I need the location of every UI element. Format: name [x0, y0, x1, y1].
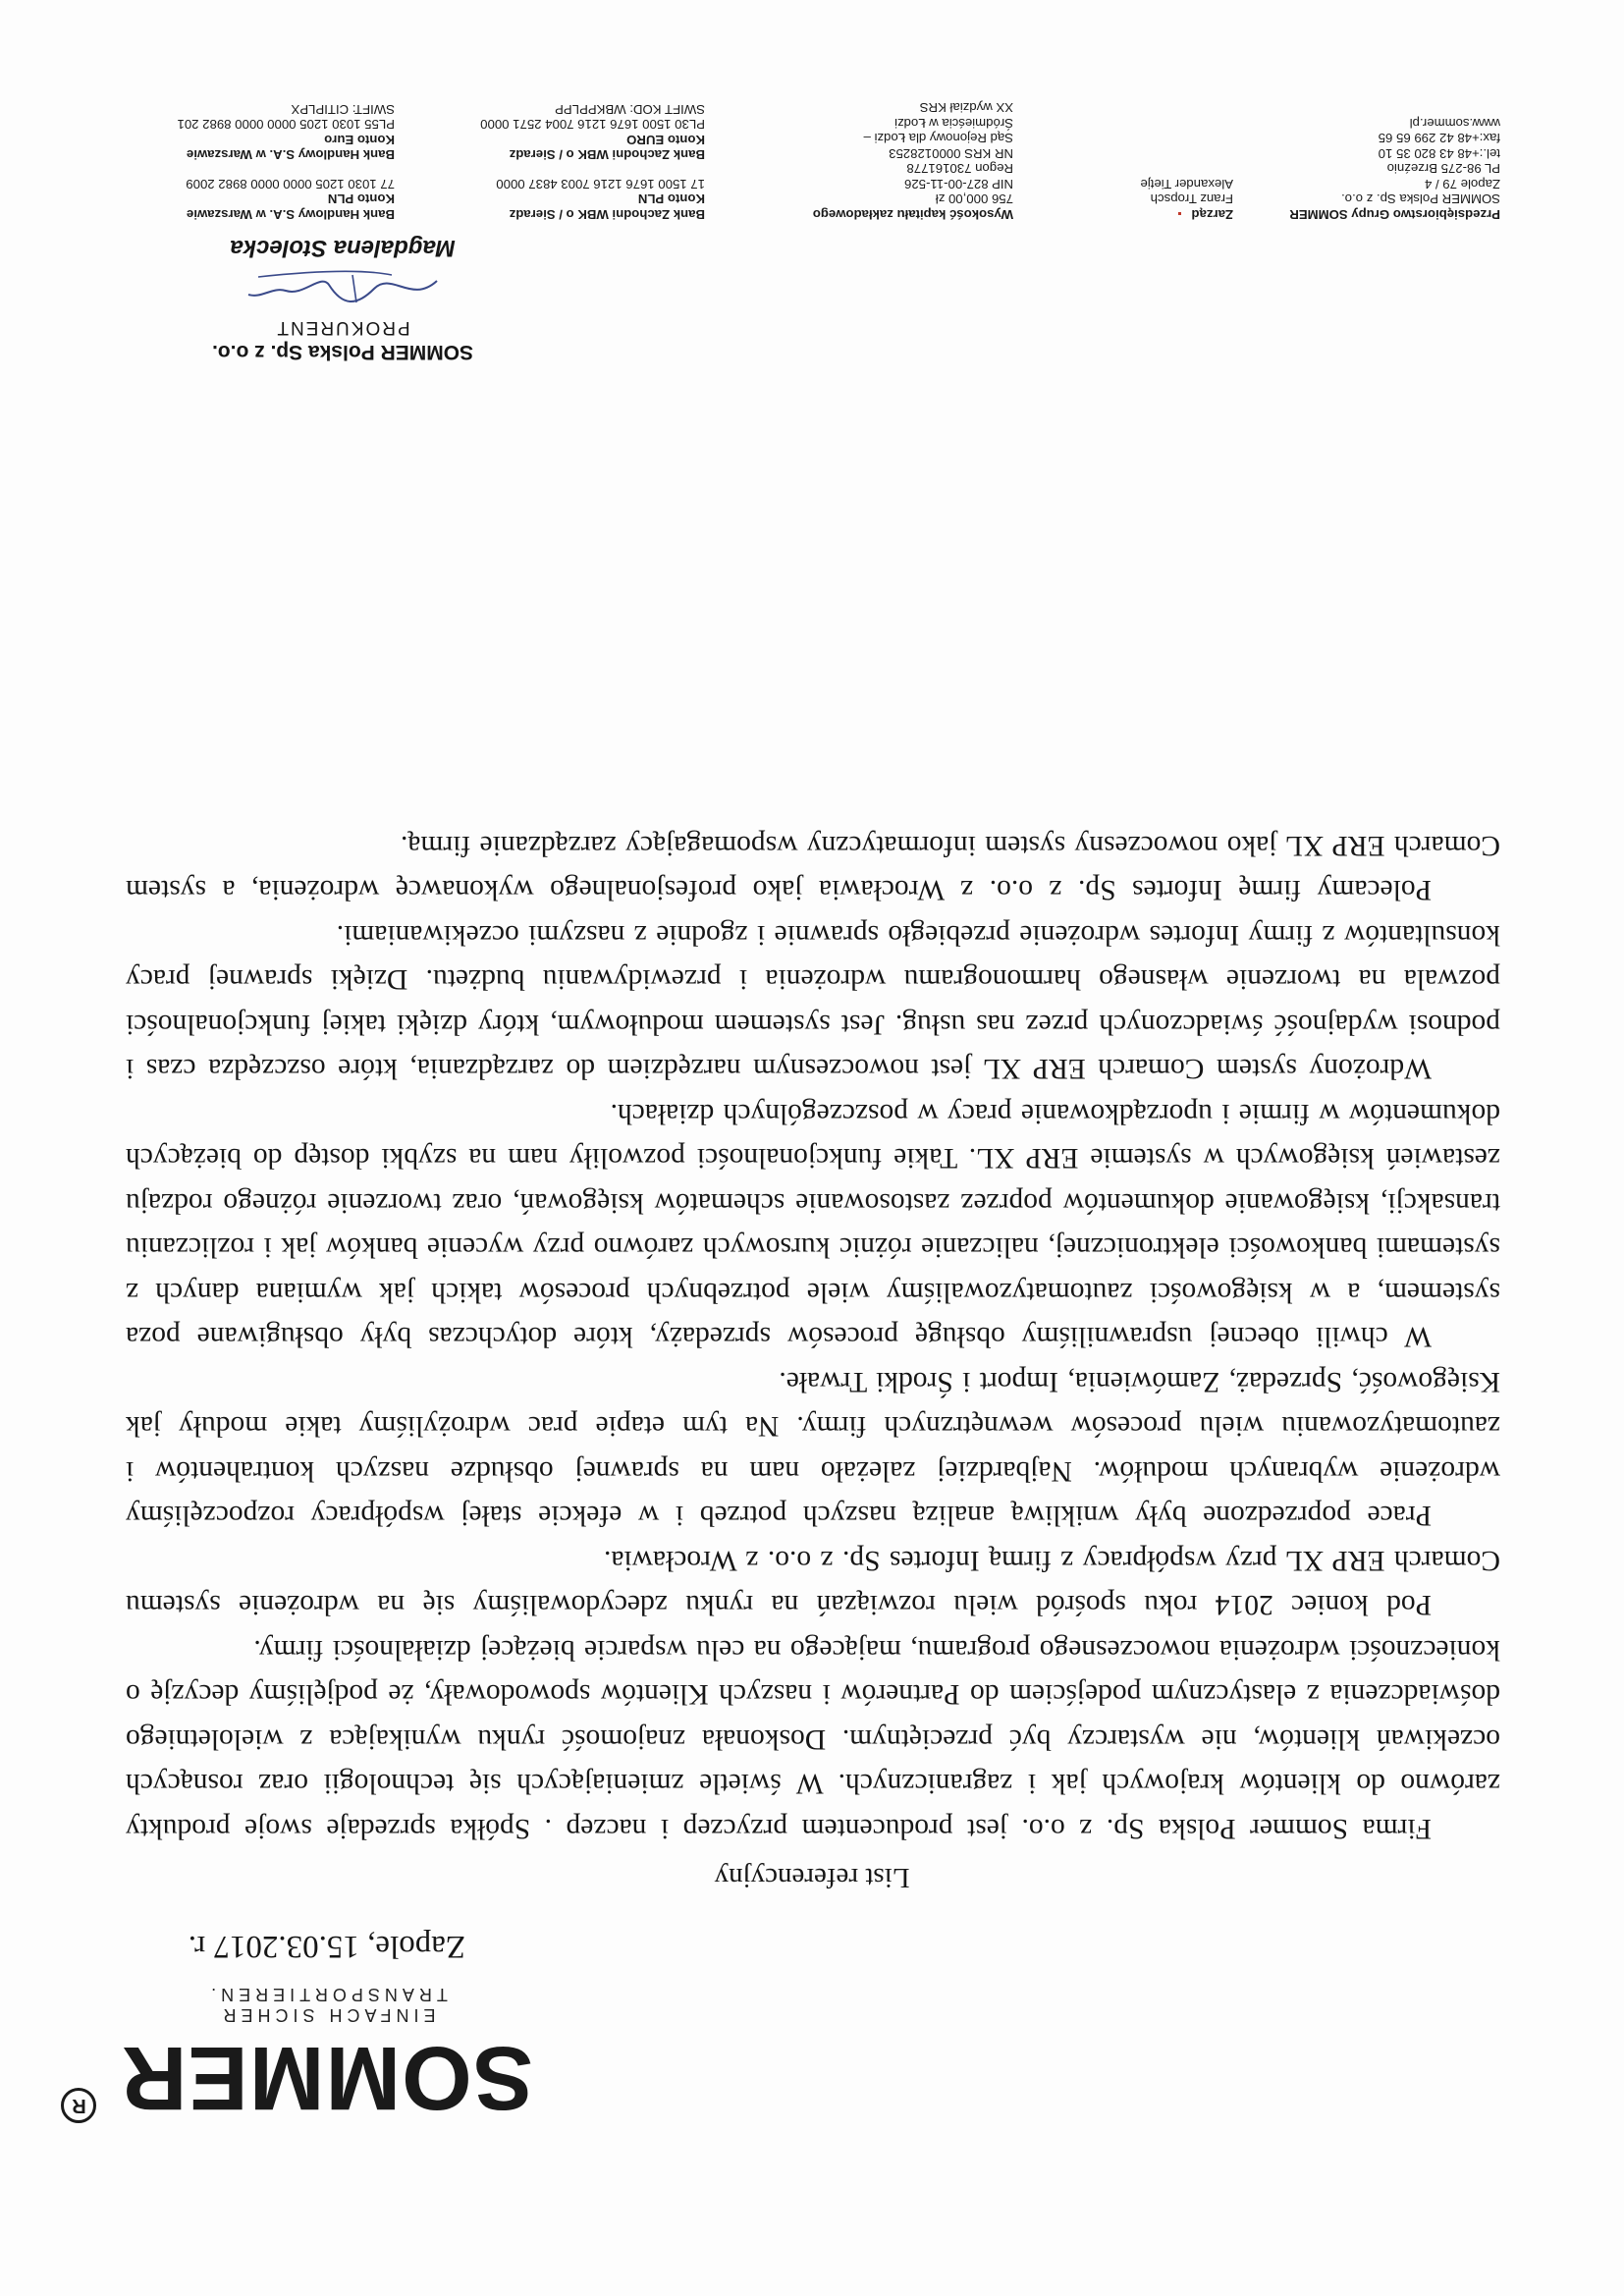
- company-logo: [71, 1984, 558, 2128]
- footer-line: Sąd Rejonowy dla Łodzi –: [863, 131, 1013, 146]
- footer-heading: Zarząd: [1140, 207, 1233, 223]
- footer-registration-info: [813, 100, 1013, 222]
- footer-heading: Przedsiębiorstwo Grupy SOMMER: [1289, 207, 1500, 222]
- paragraph: Polecamy firmę Infortes Sp. z o.o. z Wrocławia jako profesjonalnego wykonawcę wdrożenia, a system Comarch ERP XL jako nowoczesny system informatyczny wspomagający zarządzanie firmą.: [126, 830, 1500, 906]
- handwritten-signature-icon: [235, 263, 451, 314]
- footer-line: Franz Tropsch: [1150, 191, 1233, 207]
- paragraph: W chwili obecnej usprawniliśmy obsługę procesów sprzedaży, które dotychczas były obsługiwane poza systemem, a w księgowości zautomatyzowaliśmy wiele potrzebnych procesów takich jak wymiana danych z systemami bankowości elektronicznej, naliczanie różnic kursowych zarówno przy wycenie banków jak i rozliczaniu transakcji, księgowanie dokumentów poprzez zastosowanie schematów księgowań, oraz tworzenie różnego rodzaju zestawień księgowych w systemie ERP XL. Takie funkcjonalności pozwoliły nam na szybki dostęp do bieżących dokumentów w firmie i uporządkowanie pracy w poszczególnych działach.: [126, 1098, 1500, 1353]
- paragraph: Pod koniec 2014 roku spośród wielu rozwiązań na rynku zdecydowaliśmy się na wdrożenie systemu Comarch ERP XL przy współpracy z firmą Infortes Sp. z o.o. z Wrocławia.: [126, 1545, 1500, 1621]
- stamp-company: SOMMER Polska Sp. z o.o.: [211, 341, 474, 363]
- footer-line: www.sommer.pl: [1409, 116, 1500, 131]
- footer-account-label: Konto PLN: [637, 191, 705, 207]
- footer-account-label: Konto EURO: [626, 133, 705, 147]
- footer-line: Alexander Tietje: [1140, 177, 1233, 191]
- paragraph: Prace poprzedzone były wnikliwą analizą naszych potrzeb i w efekcie stałej współpracy rozpoczęliśmy wdrożenie wybranych modułów. Najbardziej zależało nam na sprawnej obsłudze naszych kontrahentów i zautomatyzowaniu wielu procesów wewnętrznych firmy. Na tym etapie prac wdrożyliśmy takie moduły jak Księgowość, Sprzedaż, Zamówienia, Import i Środki Trwałe.: [126, 1366, 1500, 1532]
- footer-company-info: [1289, 116, 1500, 223]
- footer-account-label: Konto PLN: [327, 191, 395, 207]
- paragraph: Wdrożony system Comarch ERP XL jest nowoczesnym narzędziem do zarządzania, które oszczędza czas i podnosi wydajność świadczonych przez nas usług. Jest systemem modułowym, który dzięki takiej funkcjonalności pozwala na tworzenie własnego harmonogramu wdrożenia i przewidywaniu budżetu. Dzięki sprawnej pracy konsultantów z firmy Infortes wdrożenie przebiegło sprawnie i zgodnie z naszymi oczekiwaniami.: [126, 919, 1500, 1085]
- registered-mark-icon: R: [61, 2088, 96, 2123]
- footer-line: SOMMER Polska Sp. z o.o.: [1341, 191, 1500, 207]
- footer-bank-handlowy: [178, 102, 395, 223]
- red-mark-icon: [1178, 212, 1181, 215]
- footer-swift-code: SWIFT KOD: WBKPPLPP: [555, 102, 705, 117]
- footer-line: fax:+48 42 299 65 65: [1378, 131, 1500, 146]
- footer-heading: Wysokość kapitału zakładowego: [812, 207, 1013, 222]
- footer-heading: Bank Handlowy S.A. w Warszawie: [186, 147, 395, 163]
- footer-line: NR KRS 0000128253: [889, 146, 1013, 161]
- signature-block: [210, 234, 475, 363]
- letter-footer: [126, 100, 1500, 222]
- footer-account-number: 77 1030 1205 0000 0000 8982 2009: [186, 177, 395, 191]
- footer-bank-wbk: [480, 102, 705, 223]
- footer-line: XX wydział KRS: [919, 100, 1013, 116]
- footer-line: 756 000,00 zł: [935, 191, 1013, 207]
- letter-title: List referencyjny: [714, 1862, 910, 1893]
- place-and-date: Zapole, 15.03.2017 r.: [188, 1929, 465, 1964]
- stamp-role: PROKURENT: [275, 317, 410, 338]
- brand-tagline: EINFACH SICHER TRANSPORTIEREN.: [206, 1985, 448, 2025]
- footer-line: tel.:+48 43 820 35 10: [1378, 146, 1500, 161]
- footer-line: Zapole 79 / 4: [1425, 177, 1500, 191]
- brand-wordmark: SOMMER R: [96, 2033, 558, 2123]
- footer-heading: Bank Handlowy S.A. w Warszawie: [186, 207, 395, 222]
- footer-swift-code: SWIFT: CITIPLPX: [291, 102, 395, 117]
- footer-line: Śródmieścia w Łodzi: [894, 116, 1013, 131]
- footer-line: PL 98-275 Brzeźnio: [1386, 161, 1500, 177]
- footer-heading: Bank Zachodni WBK o / Sieradz: [509, 147, 705, 163]
- footer-management-board: [1140, 177, 1233, 223]
- signer-name: Magdalena Stolecka: [230, 235, 456, 261]
- footer-account-number: PL55 1030 1205 0000 0000 8982 201: [177, 117, 395, 133]
- footer-heading: Bank Zachodni WBK o / Sieradz: [509, 207, 705, 222]
- paragraph: Firma Sommer Polska Sp. z o.o. jest producentem przyczep i naczep . Spółka sprzedaje swoje produkty zarówno do klientów krajowych jak i zagranicznych. W świetle zmieniających się technologii oraz rosnących oczekiwań klientów, nie wystarczy być przeciętnym. Doskonała znajomość rynku wynikająca z wieloletniego doświadczenia z elastycznym podejściem do Partnerów i naszych Klientów spowodowały, że podjęliśmy decyzję o konieczności wdrożenia nowoczesnego programu, mającego na celu wsparcie bieżącej działalności firmy.: [126, 1634, 1500, 1844]
- footer-line: NIP 827-00-11-526: [904, 177, 1013, 191]
- footer-account-number: 17 1500 1676 1216 7003 4837 0000: [496, 177, 705, 191]
- letter-body: [126, 823, 1500, 1851]
- footer-line: Regon 730161778: [906, 161, 1013, 177]
- footer-account-label: Konto Euro: [324, 133, 395, 147]
- footer-account-number: PL30 1500 1676 1216 7004 2571 0000: [480, 117, 705, 133]
